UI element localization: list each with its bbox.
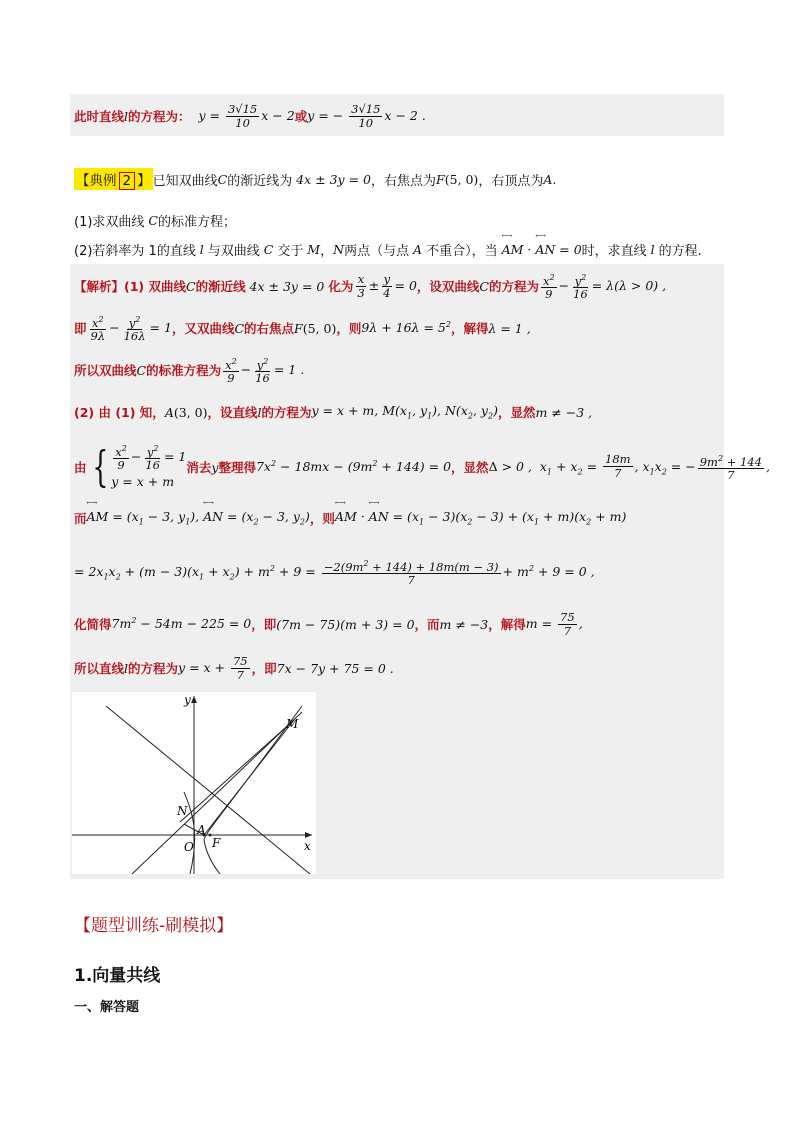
sol-l8-d: ，解得 xyxy=(488,617,526,632)
math-asym: 4x ± 3y = 0 xyxy=(292,171,371,187)
sol-l2-e: ，解得 xyxy=(450,321,489,336)
topic-heading: 1.向量共线 xyxy=(74,966,161,986)
sol-l8-a: 化简得 xyxy=(74,617,112,632)
q2-e: 两点（与点 xyxy=(344,243,410,259)
math-C: C xyxy=(144,212,158,228)
conclusion-mid: 的方程为： xyxy=(128,109,191,124)
sol-l9-c: ，即 xyxy=(251,661,277,676)
math-asym: 4x ± 3y = 0 xyxy=(245,278,329,294)
math-frac-eq: $\frac{x}{3}$ ± $\frac{y}{4}$ = 0 xyxy=(357,271,417,300)
math-M: M xyxy=(303,241,321,257)
example-tag xyxy=(74,168,153,190)
math-l: l xyxy=(124,660,129,676)
sol-l2-c: 的右焦点 xyxy=(244,321,295,336)
example-tag-close: 】 xyxy=(137,173,151,189)
example-text-1: 已知双曲线 xyxy=(152,173,218,189)
math-system: { $\frac{x^2}{9}$ − $\frac{y^2}{16}$ = 1 y = x + m xyxy=(91,441,187,491)
q2-text: (2)若斜率为 1的直线 xyxy=(74,243,196,259)
math-l: l xyxy=(257,404,262,420)
math-line-eq: y = x + m, $M(x_1$, $y_1$), $N(x_2$, $y_2$) xyxy=(311,403,498,421)
math-y: y xyxy=(211,459,219,475)
math-F: F(5, 0) xyxy=(294,320,337,336)
math-hyp-std: $\frac{x^2}{9\lambda}$ − $\frac{y^2}{16\lambda}$ = 1 xyxy=(90,314,172,344)
sol-l3-b: 的标准方程为 xyxy=(146,363,222,378)
q2-h: 的方程. xyxy=(658,243,702,259)
label-O: O xyxy=(184,840,194,854)
label-y: y xyxy=(184,693,191,707)
math-m-ne: m ≠ −3 , xyxy=(535,404,593,420)
math-C: C xyxy=(217,171,228,187)
sol-l5-d: ，显然 xyxy=(451,460,489,475)
sol-l6-a: 而 xyxy=(74,511,87,526)
solution-line-1 xyxy=(74,268,666,304)
math-dot: ←→ AM · ←→ AN = 0 xyxy=(498,242,582,257)
question-2 xyxy=(74,238,702,260)
sol-l4-a: (2) 由 (1) 知， xyxy=(74,405,165,420)
math-C: C xyxy=(136,362,147,378)
conclusion-line xyxy=(74,100,426,132)
math-N: N xyxy=(333,241,345,257)
math-m-val: m = $\frac{75}{7}$ , xyxy=(525,609,583,638)
math-hyp-lambda: $\frac{x^2}{9}$ − $\frac{y^2}{16}$ = λ(λ > 0) , xyxy=(543,272,667,302)
sol-l4-c: 的方程为 xyxy=(261,405,312,420)
label-F: F xyxy=(212,836,221,850)
q2-c: 交于 xyxy=(277,243,304,259)
math-vectors: ←→ AM = ($x_1 - 3$, $y_1$), ←→ AN = ($x_2 - 3$, $y_2$) xyxy=(87,509,310,527)
solution-line-5 xyxy=(74,440,770,494)
sol-l1-b: 的渐近线 xyxy=(195,279,246,294)
q1-text: (1)求双曲线 xyxy=(74,214,145,230)
solution-line-2 xyxy=(74,310,531,346)
math-C: C xyxy=(234,320,245,336)
math-hyp-final: $\frac{x^2}{9}$ − $\frac{y^2}{16}$ = 1 . xyxy=(225,356,305,386)
q2-f: 不重合），当 xyxy=(426,243,498,259)
q2-g: 时，求直线 xyxy=(581,243,647,259)
solution-line-8 xyxy=(74,606,583,642)
example-text-2: 的渐近线为 xyxy=(227,173,293,189)
sol-l1-d: ，设双曲线 xyxy=(416,279,480,294)
sol-l2-b: ，又双曲线 xyxy=(171,321,235,336)
label-M: M xyxy=(286,717,299,731)
sol-l9-a: 所以直线 xyxy=(74,661,125,676)
sol-l1-e: 的方程为 xyxy=(489,279,540,294)
conclusion-or: 或 xyxy=(294,109,308,124)
sol-l4-d: ，显然 xyxy=(497,405,536,420)
label-A: A xyxy=(197,823,206,837)
math-simplified: $7m^2 - 54m - 225 = 0$ xyxy=(111,616,252,632)
solution-line-6 xyxy=(74,506,626,530)
label-N: N xyxy=(177,804,188,818)
math-l: l xyxy=(646,241,659,257)
math-C: C xyxy=(479,278,489,294)
math-lambda-eq: $9\lambda + 16\lambda = 5^2$ xyxy=(361,320,451,336)
example-number: 2 xyxy=(119,172,136,190)
math-A-point: A(3, 0) xyxy=(164,404,208,420)
math-lambda-val: λ = 1 , xyxy=(488,320,531,336)
sol-l2-d: ，则 xyxy=(336,321,362,336)
question-1 xyxy=(74,210,236,230)
math-line-final: y = x + $\frac{75}{7}$ xyxy=(178,653,248,682)
label-x: x xyxy=(304,839,311,853)
hyperbola-figure xyxy=(72,692,316,874)
solution-line-9 xyxy=(74,650,394,686)
sol-l8-b: ，即 xyxy=(251,617,277,632)
math-A: A xyxy=(409,241,427,257)
math-l: l xyxy=(124,108,129,124)
math-expansion: = $2x_1x_2 + (m - 3)(x_1 + x_2) + m^2 + 9$ = $\frac{-2(9m^2 + 144) + 18m(m - 3)}{7}$ + $m^2 + 9 = 0$ , xyxy=(74,558,595,588)
example-text-3: ，右焦点为 xyxy=(371,173,437,189)
conclusion-prefix: 此时直线 xyxy=(74,109,125,124)
solution-line-3 xyxy=(74,352,304,388)
sol-l5-c: 整理得 xyxy=(218,460,256,475)
solution-line-4 xyxy=(74,400,592,424)
sol-l5-b: 消去 xyxy=(186,460,212,475)
math-m-ne: m ≠ −3 xyxy=(439,616,489,632)
math-line-general: 7x − 7y + 75 = 0 . xyxy=(276,660,394,676)
sol-l2-a: 即 xyxy=(74,321,87,336)
subheading: 一、解答题 xyxy=(74,1000,140,1015)
math-A: A. xyxy=(543,171,557,187)
sol-l1-a: 【解析】(1) 双曲线 xyxy=(74,279,186,294)
math-quadratic: $7x^2 - 18mx - (9m^2 + 144) = 0$ xyxy=(255,459,452,475)
sol-l4-b: ，设直线 xyxy=(207,405,258,420)
math-F: F(5, 0) xyxy=(436,171,479,187)
sol-l3-a: 所以双曲线 xyxy=(74,363,137,378)
example-line xyxy=(74,168,556,190)
sol-l5-a: 由 xyxy=(74,460,87,475)
math-C: C xyxy=(259,241,278,257)
sol-l1-c: 化为 xyxy=(328,279,354,294)
example-text-4: ，右顶点为 xyxy=(478,173,544,189)
q2-d: ， xyxy=(320,243,334,259)
math-eq2: y = − $\frac{3√15}{10}$ x − 2 . xyxy=(307,101,426,130)
math-l: l xyxy=(195,241,208,257)
sol-l6-b: ，则 xyxy=(309,511,335,526)
math-dot-expand: ←→ AM · ←→ AN = $(x_1 - 3)(x_2 - 3) + (x_1 + m)(x_2 + m)$ xyxy=(335,509,626,527)
q1-end: 的标准方程； xyxy=(157,214,236,230)
example-tag-open: 【典例 xyxy=(76,173,117,189)
section-heading: 【题型训练-刷模拟】 xyxy=(74,916,234,936)
math-factored: (7m − 75)(m + 3) = 0 xyxy=(276,616,415,632)
solution-line-7 xyxy=(74,552,595,592)
sol-l8-c: ，而 xyxy=(414,617,440,632)
math-C: C xyxy=(185,278,196,294)
sol-l9-b: 的方程为 xyxy=(128,661,179,676)
q2-b: 与双曲线 xyxy=(207,243,260,259)
math-vieta: Δ > 0 , $x_1 + x_2$ = $\frac{18m}{7}$ , $x_1x_2$ = − $\frac{9m^2 + 144}{7}$ , xyxy=(488,452,770,483)
math-eq1: y = $\frac{3√15}{10}$ x − 2 xyxy=(190,101,295,130)
